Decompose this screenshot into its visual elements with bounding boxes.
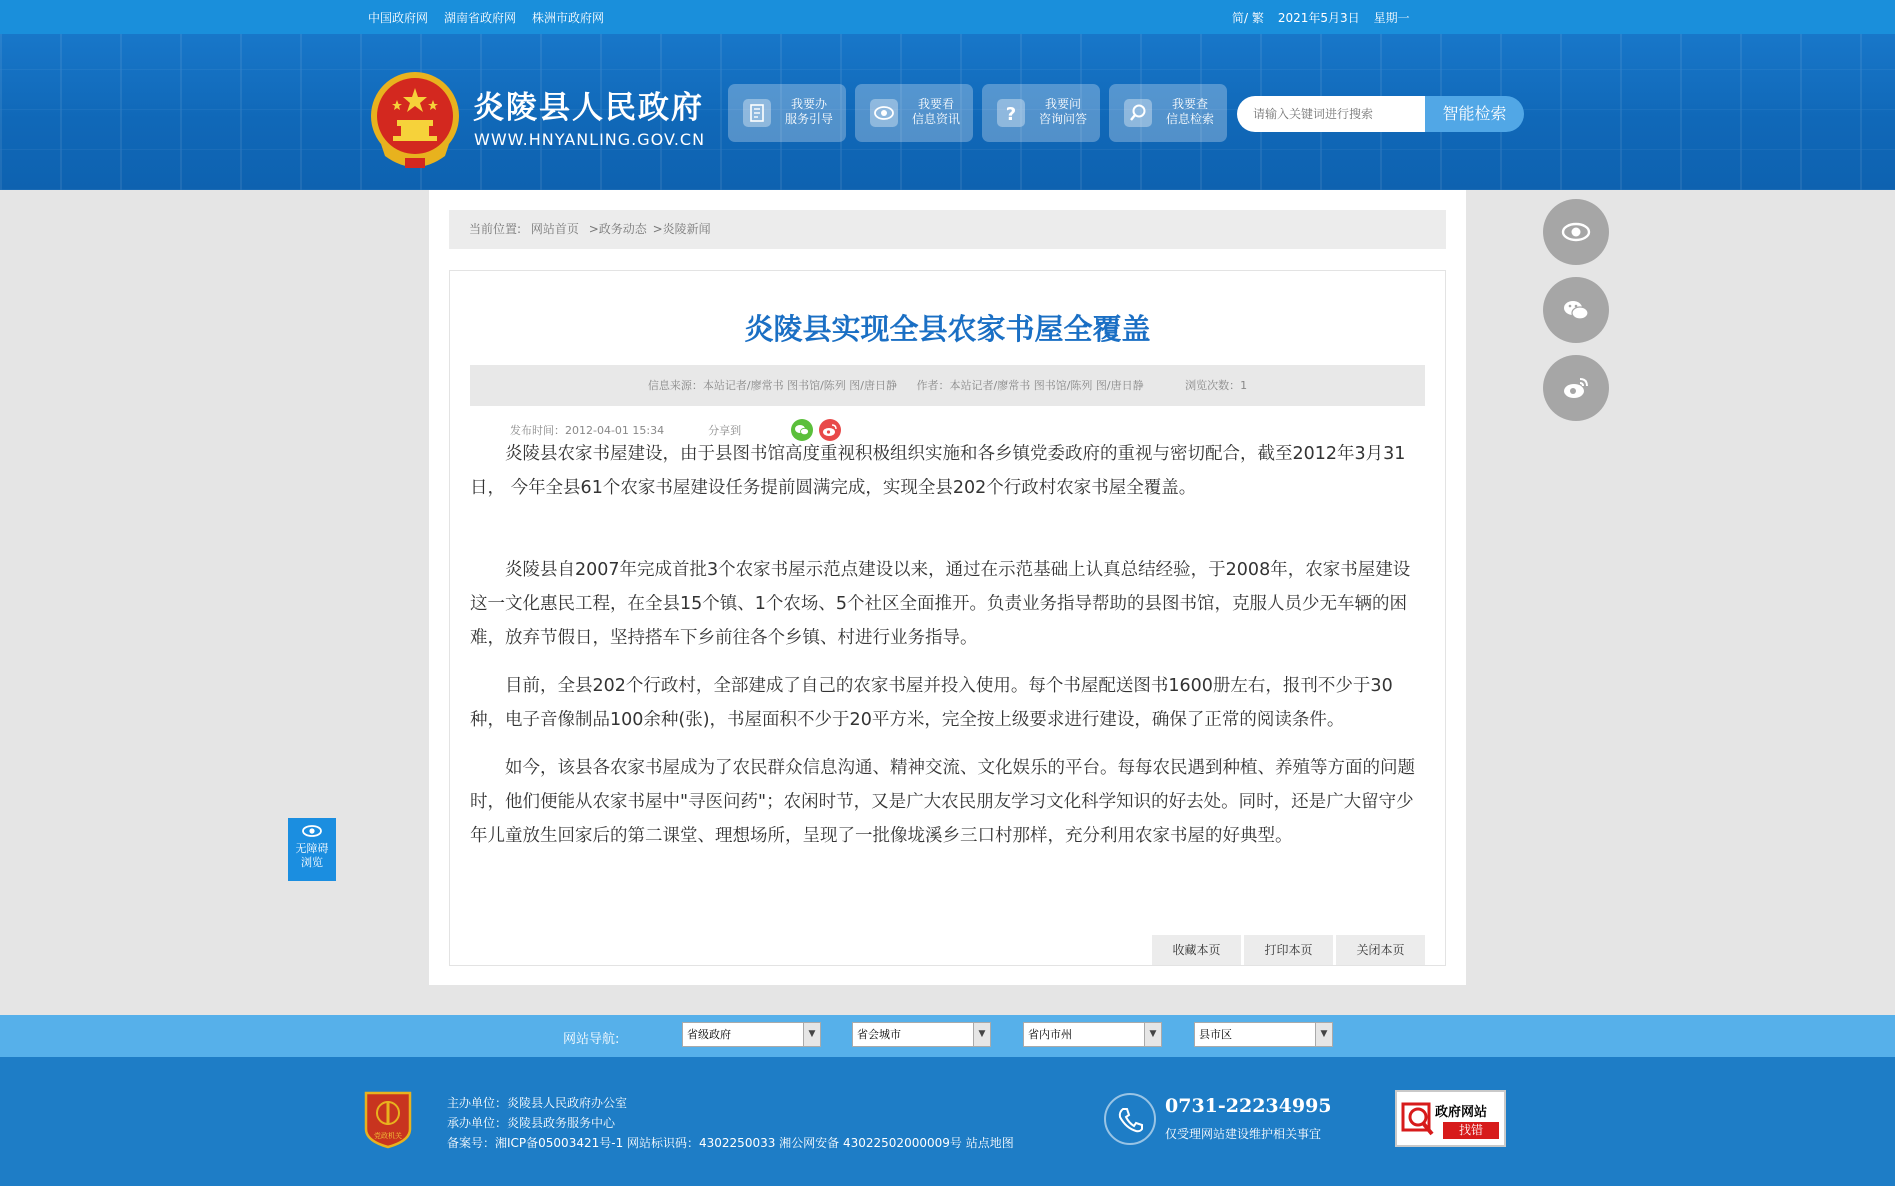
chevron-down-icon: ▼ [1315, 1023, 1332, 1046]
eye-icon [870, 99, 898, 127]
quick-link-ask-line2: 咨询问答 [1038, 112, 1087, 126]
select-provincial-capitals[interactable] [852, 1022, 991, 1047]
quick-link-search-line1: 我要查 [1171, 97, 1208, 111]
breadcrumb-home[interactable]: 网站首页 [530, 222, 579, 236]
article-paragraph: 如今，该县各农家书屋成为了农民群众信息沟通、精神交流、文化娱乐的平台。每每农民遇到种植、养殖等方面的问题时，他们便能从农家书屋中"寻医问药"；农闲时节，又是广大农民朋友学习文化科学知识的好去处。同时，还是广大留守少年儿童放生回家后的第二课堂、理想场所，呈现了一批像垅溪乡三口村那样，充分利用农家书屋的好典型。 [470, 758, 1415, 846]
search-icon [1124, 99, 1152, 127]
article-published: 发布时间：2012-04-01 15:34 [510, 424, 665, 437]
footer-icp: 备案号：湘ICP备05003421号-1 网站标识码：4302250033 湘公网安备 43022502000009号 站点地图 [447, 1136, 1014, 1150]
document-icon [743, 99, 771, 127]
national-emblem-icon [367, 70, 463, 172]
close-page-button[interactable]: 关闭本页 [1336, 935, 1425, 965]
top-right [1232, 9, 1410, 26]
quick-link-service-line1: 我要办 [790, 97, 827, 111]
breadcrumb-yanling-news[interactable]: >炎陵新闻 [652, 222, 711, 236]
float-weibo-button[interactable] [1543, 355, 1609, 421]
select-prefectures[interactable] [1023, 1022, 1162, 1047]
quick-link-service[interactable] [728, 84, 846, 142]
main-content [429, 190, 1466, 985]
chevron-down-icon: ▼ [1144, 1023, 1161, 1046]
svg-text:?: ? [1005, 104, 1017, 125]
breadcrumb-label: 当前位置: [469, 222, 522, 236]
link-central-gov[interactable]: 中国政府网 [368, 11, 429, 25]
link-zhuzhou-gov[interactable]: 株洲市政府网 [532, 11, 605, 25]
breadcrumb [449, 210, 1446, 249]
article-views: 浏览次数：1 [1185, 379, 1248, 392]
footer-host: 主办单位：炎陵县人民政府办公室 [447, 1096, 628, 1110]
site-url: WWW.HNYANLING.GOV.CN [474, 130, 706, 149]
article-title: 炎陵县实现全县农家书屋全覆盖 [744, 312, 1151, 346]
print-page-button[interactable]: 打印本页 [1244, 935, 1333, 965]
site-nav-label: 网站导航: [563, 1032, 620, 1047]
chevron-down-icon: ▼ [973, 1023, 990, 1046]
select-value: 县市区 [1199, 1028, 1232, 1041]
article-source: 信息来源：本站记者/廖常书 图书馆/陈列 图/唐日静 [647, 379, 897, 392]
article-paragraph: 炎陵县农家书屋建设，由于县图书馆高度重视积极组织实施和各乡镇党委政府的重视与密切配合，截至2012年3月31日， 今年全县61个农家书屋建设任务提前圆满完成，实现全县202个行政村农家书屋全覆盖。 [470, 444, 1406, 498]
article-actions [1152, 935, 1425, 965]
article-author: 作者：本站记者/廖常书 图书馆/陈列 图/唐日静 [916, 379, 1144, 392]
eye-icon [301, 824, 323, 838]
footer-info [447, 1093, 1014, 1153]
search-button[interactable]: 智能检索 [1425, 96, 1524, 132]
article-body [470, 437, 1425, 853]
article-paragraph: 炎陵县自2007年完成首批3个农家书屋示范点建设以来，通过在示范基础上认真总结经验，于2008年，农家书屋建设这一文化惠民工程，在全县15个镇、1个农场、5个社区全面推开。负责业务指导帮助的县图书馆，克服人员少无车辆的困难，放弃节假日，坚持搭车下乡前往各个乡镇、村进行业务指导。 [470, 560, 1411, 648]
question-icon [997, 99, 1025, 127]
article-meta [470, 365, 1425, 406]
footer [0, 1057, 1895, 1186]
magnifier-icon [1401, 1100, 1435, 1140]
select-provincial-gov[interactable] [682, 1022, 821, 1047]
current-weekday: 星期一 [1373, 11, 1410, 25]
select-value: 省级政府 [687, 1028, 731, 1041]
site-navigation-bar [0, 1015, 1895, 1057]
accessibility-button[interactable] [288, 818, 336, 881]
quick-link-info-line1: 我要看 [917, 97, 954, 111]
eye-icon [1560, 216, 1592, 248]
quick-link-search-line2: 信息检索 [1165, 112, 1214, 126]
header [0, 34, 1895, 190]
footer-organizer: 承办单位：炎陵县政务服务中心 [447, 1116, 616, 1130]
lang-switch[interactable]: 简/ 繁 [1232, 11, 1264, 25]
current-date: 2021年5月3日 [1277, 11, 1360, 25]
quick-link-service-line2: 服务引导 [784, 112, 833, 126]
quick-link-ask-line1: 我要问 [1044, 97, 1081, 111]
float-eye-button[interactable] [1543, 199, 1609, 265]
top-bar [0, 0, 1895, 34]
link-hunan-gov[interactable]: 湖南省政府网 [444, 11, 517, 25]
footer-phone: 0731-22234995 [1165, 1095, 1332, 1117]
quick-link-ask[interactable] [982, 84, 1100, 142]
site-title[interactable]: 炎陵县人民政府 [473, 90, 704, 126]
float-wechat-button[interactable] [1543, 277, 1609, 343]
select-value: 省会城市 [857, 1028, 901, 1041]
bookmark-page-button[interactable]: 收藏本页 [1152, 935, 1241, 965]
weibo-icon [1560, 372, 1592, 404]
report-error-label: 政府网站 [1435, 1105, 1488, 1120]
report-error-button[interactable] [1395, 1090, 1506, 1147]
search-input[interactable] [1237, 96, 1425, 132]
breadcrumb-gov-news[interactable]: >政务动态 [588, 222, 647, 236]
share-label: 分享到 [708, 424, 742, 437]
chevron-down-icon: ▼ [803, 1023, 820, 1046]
footer-phone-note: 仅受理网站建设维护相关事宜 [1165, 1127, 1322, 1141]
quick-link-search[interactable] [1109, 84, 1227, 142]
select-value: 省内市州 [1028, 1028, 1072, 1041]
quick-link-info[interactable] [855, 84, 973, 142]
report-error-action: 找错 [1443, 1122, 1499, 1139]
select-counties[interactable] [1194, 1022, 1333, 1047]
badge-text: 党政机关 [374, 1132, 402, 1140]
article-paragraph: 目前，全县202个行政村，全部建成了自己的农家书屋并投入使用。每个书屋配送图书1600册左右，报刊不少于30种，电子音像制品100余种(张)，书屋面积不少于20平方米，完全按上级要求进行建设，确保了正常的阅读条件。 [470, 676, 1393, 730]
top-links [368, 9, 604, 26]
quick-link-info-line2: 信息资讯 [911, 112, 960, 126]
accessibility-label-line1: 无障碍 [295, 842, 329, 855]
party-gov-badge-icon[interactable] [362, 1089, 414, 1149]
wechat-icon [1560, 294, 1592, 326]
phone-icon [1104, 1093, 1156, 1145]
article [449, 270, 1446, 966]
accessibility-label-line2: 浏览 [301, 856, 323, 869]
